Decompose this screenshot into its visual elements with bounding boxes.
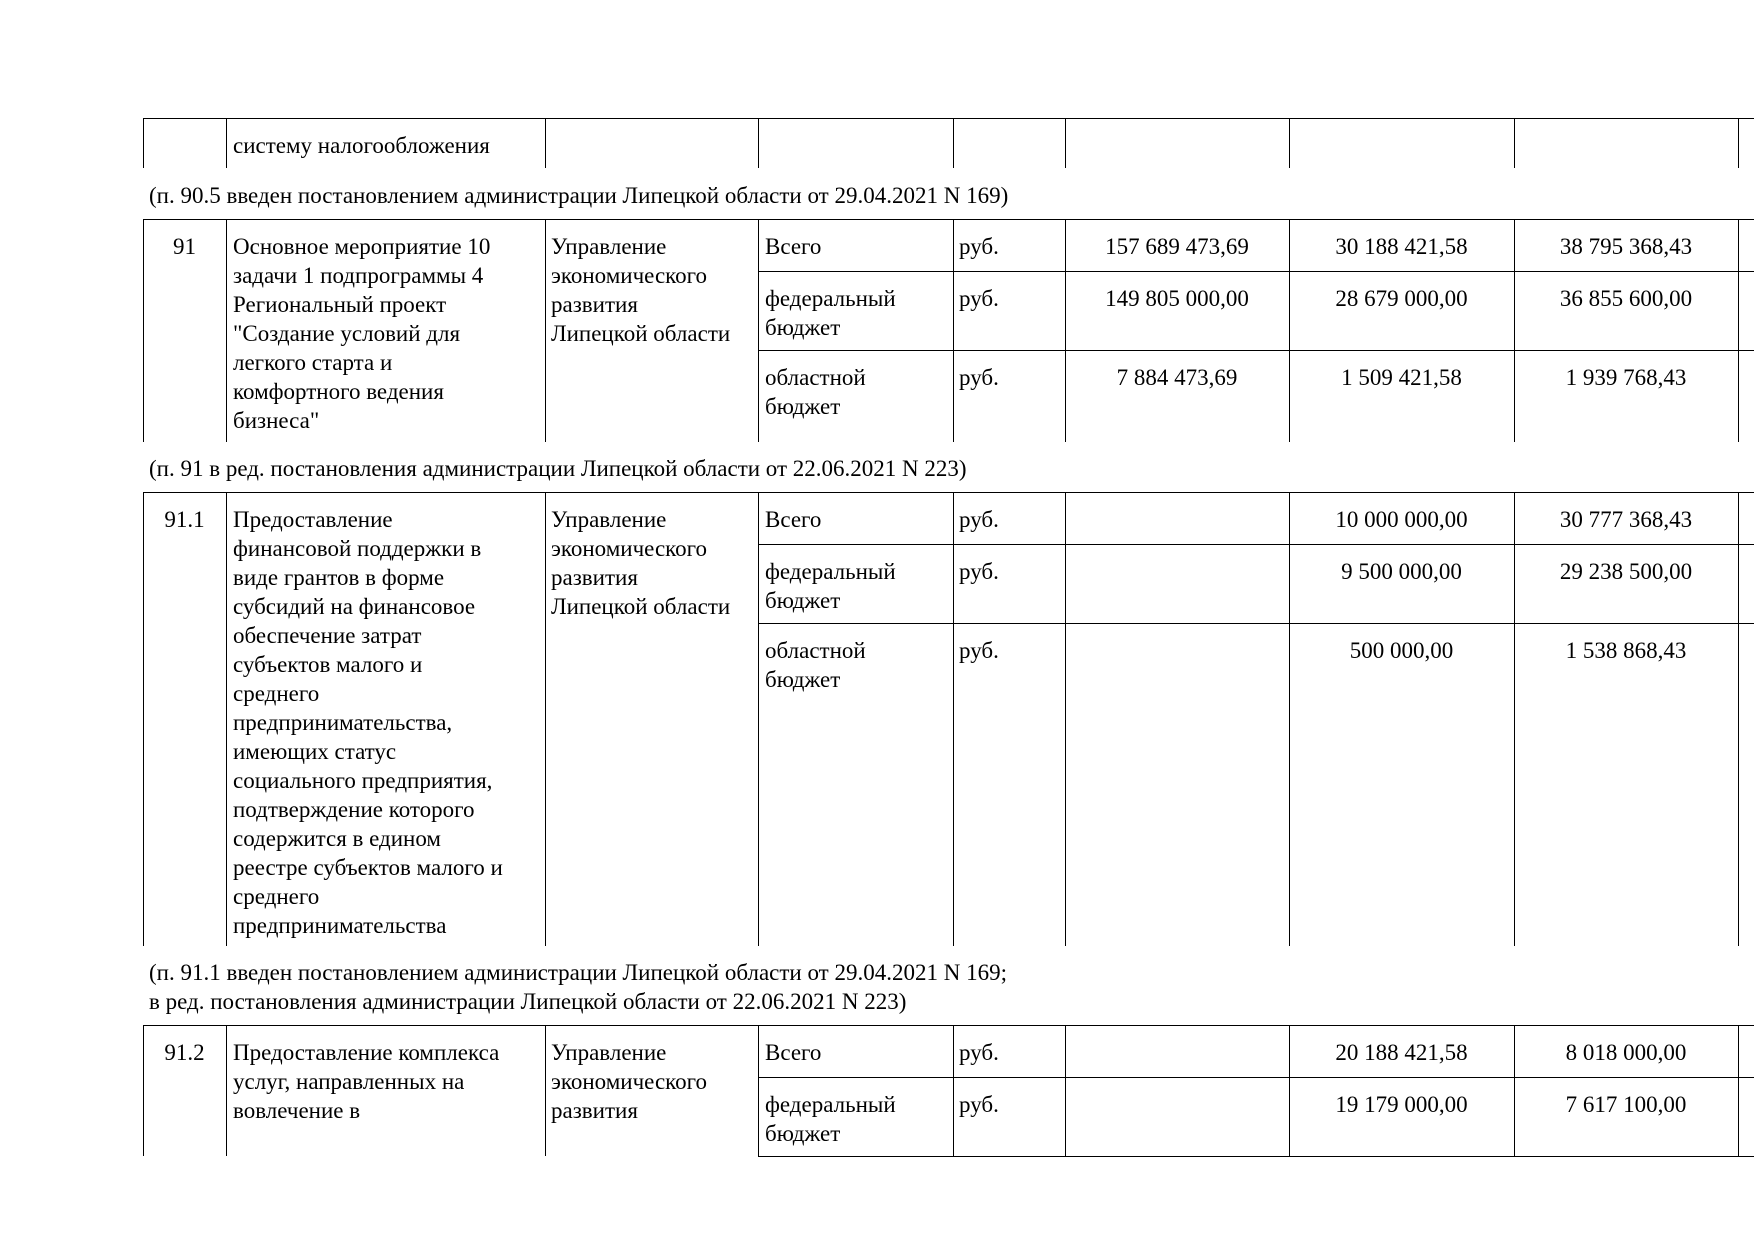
unit: руб. xyxy=(959,365,999,390)
executor-line: Управление xyxy=(551,234,667,259)
value-cell: 29 238 500,00 xyxy=(1559,559,1693,584)
executor-line: развития xyxy=(551,565,638,590)
amendment-note: (п. 90.5 введен постановлением администрации Липецкой области от 29.04.2021 N 169) xyxy=(149,183,1009,208)
executor-line: развития xyxy=(551,292,638,317)
value-cell: 36 855 600,00 xyxy=(1559,286,1693,311)
unit: руб. xyxy=(959,559,999,584)
row-title-text: систему налогообложения xyxy=(233,133,490,158)
unit: руб. xyxy=(959,234,999,259)
value-cell: 157 689 473,69 xyxy=(1105,234,1249,259)
table-border xyxy=(1738,219,1739,442)
item-title-line: среднего xyxy=(233,884,320,909)
table-border xyxy=(758,544,1754,545)
value-cell: 19 179 000,00 xyxy=(1335,1092,1468,1117)
table-border xyxy=(545,492,546,946)
table-border xyxy=(1289,118,1290,168)
table-border xyxy=(758,1025,759,1156)
table-border xyxy=(1514,118,1515,168)
table-border xyxy=(226,118,227,168)
value-cell: 30 777 368,43 xyxy=(1559,507,1693,532)
funding-source: областной xyxy=(765,365,866,390)
value-cell: 149 805 000,00 xyxy=(1105,286,1249,311)
table-border xyxy=(953,219,954,442)
unit: руб. xyxy=(959,507,999,532)
item-title-line: Предоставление комплекса xyxy=(233,1040,500,1065)
funding-source: бюджет xyxy=(765,1121,841,1146)
value-cell: 8 018 000,00 xyxy=(1565,1040,1687,1065)
item-title-line: виде грантов в форме xyxy=(233,565,445,590)
value-cell: 1 538 868,43 xyxy=(1565,638,1687,663)
amendment-note: (п. 91 в ред. постановления администрации Липецкой области от 22.06.2021 N 223) xyxy=(149,456,967,481)
value-cell: 10 000 000,00 xyxy=(1335,507,1468,532)
item-title-line: задачи 1 подпрограммы 4 xyxy=(233,263,484,288)
item-title-line: реестре субъектов малого и xyxy=(233,855,503,880)
table-border xyxy=(953,1025,954,1156)
funding-source: бюджет xyxy=(765,394,841,419)
table-border xyxy=(1065,1025,1066,1156)
table-border xyxy=(758,219,759,442)
value-cell: 7 617 100,00 xyxy=(1565,1092,1687,1117)
table-border xyxy=(758,271,1754,272)
table-border xyxy=(953,492,954,946)
table-border xyxy=(545,118,546,168)
funding-source: федеральный xyxy=(765,559,896,584)
item-number: 91.2 xyxy=(164,1040,205,1065)
item-title-line: "Создание условий для xyxy=(233,321,461,346)
item-title-line: вовлечение в xyxy=(233,1098,361,1123)
table-border xyxy=(226,219,227,442)
table-border xyxy=(545,1025,546,1156)
table-border xyxy=(226,492,227,946)
table-border xyxy=(758,350,1754,351)
unit: руб. xyxy=(959,1040,999,1065)
funding-source: бюджет xyxy=(765,315,841,340)
item-title-line: предпринимательства xyxy=(233,913,447,938)
table-border xyxy=(758,1156,1754,1157)
executor-line: Управление xyxy=(551,507,667,532)
value-cell: 20 188 421,58 xyxy=(1335,1040,1468,1065)
item-title-line: имеющих статус xyxy=(233,739,397,764)
executor-line: Липецкой области xyxy=(551,594,731,619)
table-border xyxy=(143,219,1754,220)
value-cell: 30 188 421,58 xyxy=(1335,234,1468,259)
item-title-line: легкого старта и xyxy=(233,350,393,375)
item-title-line: предпринимательства, xyxy=(233,710,453,735)
amendment-note: в ред. постановления администрации Липецкой области от 22.06.2021 N 223) xyxy=(149,989,907,1014)
value-cell: 1 939 768,43 xyxy=(1565,365,1687,390)
value-cell: 500 000,00 xyxy=(1349,638,1454,663)
item-title-line: содержится в едином xyxy=(233,826,441,851)
item-title-line: среднего xyxy=(233,681,320,706)
item-number: 91.1 xyxy=(164,507,205,532)
value-cell: 7 884 473,69 xyxy=(1116,365,1238,390)
table-border xyxy=(143,492,144,946)
unit: руб. xyxy=(959,638,999,663)
executor-line: Липецкой области xyxy=(551,321,731,346)
amendment-note: (п. 91.1 введен постановлением администрации Липецкой области от 29.04.2021 N 169; xyxy=(149,960,1007,985)
table-border xyxy=(1065,492,1066,946)
table-border xyxy=(143,1025,1754,1026)
funding-source: федеральный xyxy=(765,1092,896,1117)
item-title-line: финансовой поддержки в xyxy=(233,536,482,561)
item-title-line: субсидий на финансовое xyxy=(233,594,476,619)
executor-line: развития xyxy=(551,1098,638,1123)
table-border xyxy=(758,1077,1754,1078)
table-border xyxy=(143,118,1754,119)
table-border xyxy=(758,623,1754,624)
funding-source: бюджет xyxy=(765,588,841,613)
item-title-line: субъектов малого и xyxy=(233,652,423,677)
table-border xyxy=(953,118,954,168)
funding-source: Всего xyxy=(765,234,822,259)
table-border xyxy=(143,492,1754,493)
table-border xyxy=(758,492,759,946)
unit: руб. xyxy=(959,1092,999,1117)
table-border xyxy=(143,118,144,168)
table-border xyxy=(758,118,759,168)
table-border xyxy=(1738,118,1739,168)
executor-line: экономического xyxy=(551,1069,708,1094)
item-title-line: Региональный проект xyxy=(233,292,447,317)
value-cell: 38 795 368,43 xyxy=(1559,234,1693,259)
item-title-line: Предоставление xyxy=(233,507,393,532)
funding-source: Всего xyxy=(765,1040,822,1065)
value-cell: 9 500 000,00 xyxy=(1341,559,1462,584)
table-border xyxy=(545,219,546,442)
item-title-line: комфортного ведения xyxy=(233,379,444,404)
table-border xyxy=(226,1025,227,1156)
item-number: 91 xyxy=(173,234,196,259)
executor-line: экономического xyxy=(551,263,708,288)
funding-source: Всего xyxy=(765,507,822,532)
table-border xyxy=(1738,492,1739,946)
item-title-line: обеспечение затрат xyxy=(233,623,422,648)
item-title-line: услуг, направленных на xyxy=(233,1069,465,1094)
item-title-line: социального предприятия, xyxy=(233,768,493,793)
item-title-line: подтверждение которого xyxy=(233,797,475,822)
value-cell: 28 679 000,00 xyxy=(1335,286,1468,311)
funding-source: областной xyxy=(765,638,866,663)
executor-line: Управление xyxy=(551,1040,667,1065)
funding-source: бюджет xyxy=(765,667,841,692)
table-border xyxy=(1065,118,1066,168)
value-cell: 1 509 421,58 xyxy=(1341,365,1462,390)
funding-source: федеральный xyxy=(765,286,896,311)
executor-line: экономического xyxy=(551,536,708,561)
item-title-line: бизнеса" xyxy=(233,408,320,433)
unit: руб. xyxy=(959,286,999,311)
table-border xyxy=(1738,1025,1739,1156)
item-title-line: Основное мероприятие 10 xyxy=(233,234,491,259)
